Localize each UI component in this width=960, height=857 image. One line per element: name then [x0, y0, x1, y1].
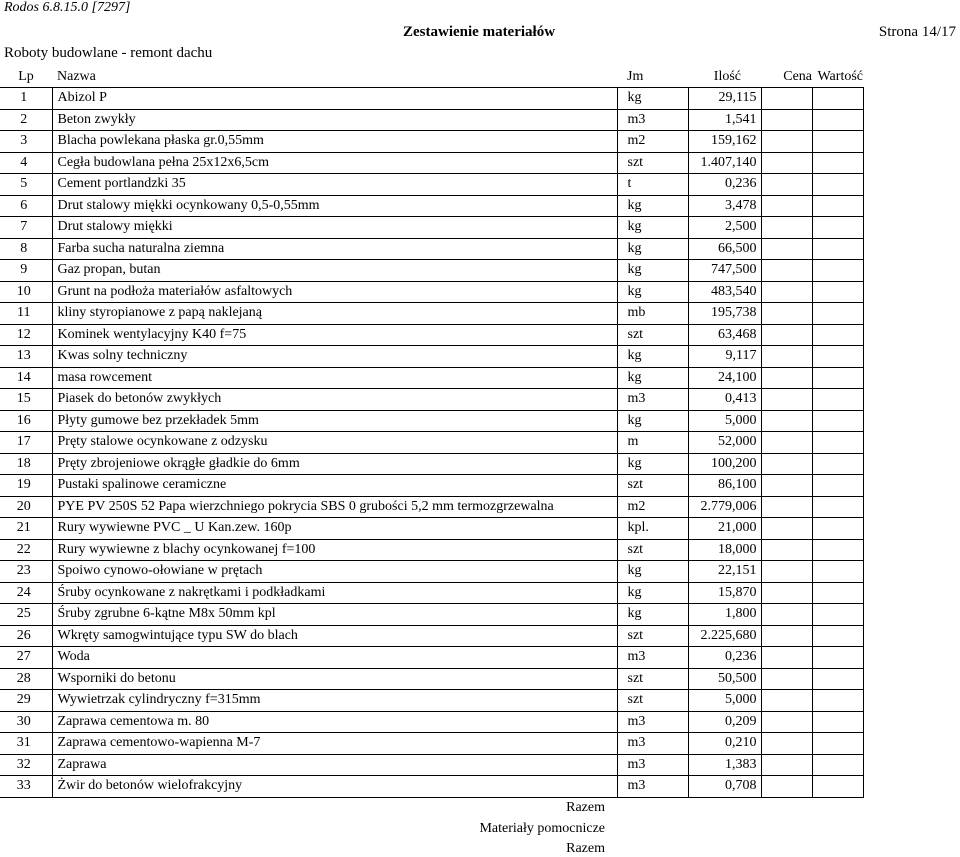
row-lp: 13 [0, 346, 52, 368]
row-unit: kg [617, 88, 688, 110]
row-unit: szt [617, 324, 688, 346]
row-unit: kg [617, 410, 688, 432]
row-unit: t [617, 174, 688, 196]
row-quantity: 3,478 [688, 195, 761, 217]
table-row [0, 152, 863, 174]
table-row [0, 367, 863, 389]
row-price [761, 604, 812, 626]
row-value [812, 389, 863, 411]
table-row [0, 195, 863, 217]
row-value [812, 561, 863, 583]
row-unit: kg [617, 260, 688, 282]
row-unit: m3 [617, 776, 688, 798]
row-name: Farba sucha naturalna ziemna [52, 238, 617, 260]
table-row [0, 303, 863, 325]
row-lp: 16 [0, 410, 52, 432]
materials-table [0, 66, 864, 798]
row-lp: 20 [0, 496, 52, 518]
row-lp: 7 [0, 217, 52, 239]
row-value [812, 668, 863, 690]
row-unit: m3 [617, 389, 688, 411]
row-price [761, 539, 812, 561]
row-quantity: 1,541 [688, 109, 761, 131]
table-row [0, 776, 863, 798]
row-lp: 6 [0, 195, 52, 217]
row-price [761, 582, 812, 604]
row-quantity: 18,000 [688, 539, 761, 561]
row-value [812, 496, 863, 518]
row-price [761, 238, 812, 260]
row-lp: 25 [0, 604, 52, 626]
row-quantity: 22,151 [688, 561, 761, 583]
row-name: Spoiwo cynowo-ołowiane w prętach [52, 561, 617, 583]
row-unit: m [617, 432, 688, 454]
row-unit: kg [617, 604, 688, 626]
table-row [0, 324, 863, 346]
row-value [812, 604, 863, 626]
row-quantity: 2.779,006 [688, 496, 761, 518]
row-price [761, 131, 812, 153]
row-price [761, 303, 812, 325]
row-quantity: 0,209 [688, 711, 761, 733]
row-name: Abizol P [52, 88, 617, 110]
row-lp: 11 [0, 303, 52, 325]
column-header-unit: Jm [617, 66, 688, 88]
row-value [812, 647, 863, 669]
row-name: PYE PV 250S 52 Papa wierzchniego pokrycia SBS 0 grubości 5,2 mm termozgrzewalna [52, 496, 617, 518]
row-quantity: 63,468 [688, 324, 761, 346]
row-value [812, 238, 863, 260]
row-value [812, 410, 863, 432]
table-row [0, 432, 863, 454]
row-unit: kg [617, 582, 688, 604]
row-name: Zaprawa [52, 754, 617, 776]
row-value [812, 152, 863, 174]
row-quantity: 5,000 [688, 410, 761, 432]
row-unit: kg [617, 238, 688, 260]
row-unit: kg [617, 367, 688, 389]
row-quantity: 1.407,140 [688, 152, 761, 174]
row-name: Rury wywiewne PVC _ U Kan.zew. 160p [52, 518, 617, 540]
row-name: Grunt na podłoża materiałów asfaltowych [52, 281, 617, 303]
row-lp: 23 [0, 561, 52, 583]
row-price [761, 367, 812, 389]
row-name: Gaz propan, butan [52, 260, 617, 282]
row-quantity: 0,236 [688, 174, 761, 196]
row-unit: m3 [617, 647, 688, 669]
row-name: Wywietrzak cylindryczny f=315mm [52, 690, 617, 712]
row-value [812, 195, 863, 217]
table-row [0, 475, 863, 497]
table-row [0, 496, 863, 518]
table-row [0, 625, 863, 647]
row-value [812, 690, 863, 712]
row-lp: 17 [0, 432, 52, 454]
row-price [761, 88, 812, 110]
table-row [0, 174, 863, 196]
column-header-quantity: Ilość [688, 66, 761, 88]
column-header-name: Nazwa [52, 66, 617, 88]
row-lp: 21 [0, 518, 52, 540]
row-name: Cegła budowlana pełna 25x12x6,5cm [52, 152, 617, 174]
row-unit: m3 [617, 733, 688, 755]
row-lp: 30 [0, 711, 52, 733]
row-name: Pręty stalowe ocynkowane z odzysku [52, 432, 617, 454]
row-value [812, 217, 863, 239]
auxiliary-total-label: Razem [566, 841, 605, 856]
row-lp: 18 [0, 453, 52, 475]
row-name: Płyty gumowe bez przekładek 5mm [52, 410, 617, 432]
row-name: masa rowcement [52, 367, 617, 389]
table-row [0, 217, 863, 239]
row-price [761, 195, 812, 217]
row-value [812, 432, 863, 454]
row-value [812, 475, 863, 497]
row-name: Drut stalowy miękki [52, 217, 617, 239]
row-price [761, 776, 812, 798]
table-row [0, 410, 863, 432]
row-name: Śruby zgrubne 6-kątne M8x 50mm kpl [52, 604, 617, 626]
row-price [761, 281, 812, 303]
row-value [812, 776, 863, 798]
table-row [0, 711, 863, 733]
row-lp: 2 [0, 109, 52, 131]
row-unit: kpl. [617, 518, 688, 540]
table-row [0, 88, 863, 110]
row-quantity: 2,500 [688, 217, 761, 239]
row-quantity: 0,708 [688, 776, 761, 798]
row-unit: kg [617, 346, 688, 368]
row-lp: 10 [0, 281, 52, 303]
row-unit: szt [617, 690, 688, 712]
table-row [0, 238, 863, 260]
row-unit: mb [617, 303, 688, 325]
row-price [761, 217, 812, 239]
row-price [761, 625, 812, 647]
row-quantity: 0,413 [688, 389, 761, 411]
table-body [0, 88, 863, 798]
row-value [812, 754, 863, 776]
report-title: Zestawienie materiałów [403, 24, 556, 40]
row-quantity: 29,115 [688, 88, 761, 110]
table-row [0, 561, 863, 583]
row-name: Drut stalowy miękki ocynkowany 0,5-0,55mm [52, 195, 617, 217]
table-row [0, 668, 863, 690]
row-unit: szt [617, 475, 688, 497]
row-quantity: 52,000 [688, 432, 761, 454]
row-name: Beton zwykły [52, 109, 617, 131]
row-unit: szt [617, 668, 688, 690]
row-price [761, 518, 812, 540]
row-lp: 14 [0, 367, 52, 389]
row-unit: m3 [617, 754, 688, 776]
row-lp: 8 [0, 238, 52, 260]
row-value [812, 174, 863, 196]
table-row [0, 518, 863, 540]
row-lp: 32 [0, 754, 52, 776]
row-name: Kominek wentylacyjny K40 f=75 [52, 324, 617, 346]
table-header-row [0, 66, 863, 88]
row-value [812, 131, 863, 153]
row-price [761, 324, 812, 346]
row-price [761, 152, 812, 174]
row-price [761, 346, 812, 368]
row-price [761, 174, 812, 196]
row-lp: 24 [0, 582, 52, 604]
row-value [812, 733, 863, 755]
row-quantity: 0,236 [688, 647, 761, 669]
row-quantity: 483,540 [688, 281, 761, 303]
row-quantity: 24,100 [688, 367, 761, 389]
row-value [812, 367, 863, 389]
table-row [0, 582, 863, 604]
table-row [0, 281, 863, 303]
row-price [761, 109, 812, 131]
row-quantity: 747,500 [688, 260, 761, 282]
row-quantity: 0,210 [688, 733, 761, 755]
row-quantity: 15,870 [688, 582, 761, 604]
row-value [812, 518, 863, 540]
row-price [761, 453, 812, 475]
row-value [812, 260, 863, 282]
row-price [761, 754, 812, 776]
row-name: Żwir do betonów wielofrakcyjny [52, 776, 617, 798]
table-row [0, 647, 863, 669]
row-name: Zaprawa cementowa m. 80 [52, 711, 617, 733]
row-quantity: 1,800 [688, 604, 761, 626]
row-value [812, 88, 863, 110]
row-unit: m2 [617, 131, 688, 153]
row-quantity: 9,117 [688, 346, 761, 368]
row-name: Rury wywiewne z blachy ocynkowanej f=100 [52, 539, 617, 561]
table-row [0, 733, 863, 755]
row-lp: 22 [0, 539, 52, 561]
row-lp: 12 [0, 324, 52, 346]
row-value [812, 582, 863, 604]
row-quantity: 100,200 [688, 453, 761, 475]
row-lp: 19 [0, 475, 52, 497]
row-quantity: 66,500 [688, 238, 761, 260]
row-price [761, 432, 812, 454]
total-label: Razem [566, 800, 605, 815]
table-row [0, 131, 863, 153]
row-quantity: 1,383 [688, 754, 761, 776]
row-name: Blacha powlekana płaska gr.0,55mm [52, 131, 617, 153]
row-name: Wsporniki do betonu [52, 668, 617, 690]
row-lp: 29 [0, 690, 52, 712]
row-unit: szt [617, 539, 688, 561]
row-value [812, 625, 863, 647]
row-unit: m2 [617, 496, 688, 518]
page-number: Strona 14/17 [878, 24, 956, 40]
row-name: Zaprawa cementowo-wapienna M-7 [52, 733, 617, 755]
row-unit: m3 [617, 711, 688, 733]
column-header-value: Wartość [812, 66, 863, 88]
table-row [0, 604, 863, 626]
row-lp: 28 [0, 668, 52, 690]
row-quantity: 159,162 [688, 131, 761, 153]
row-price [761, 260, 812, 282]
row-name: Piasek do betonów zwykłych [52, 389, 617, 411]
row-unit: kg [617, 195, 688, 217]
row-quantity: 50,500 [688, 668, 761, 690]
row-quantity: 21,000 [688, 518, 761, 540]
row-name: Pręty zbrojeniowe okrągłe gładkie do 6mm [52, 453, 617, 475]
row-quantity: 195,738 [688, 303, 761, 325]
table-row [0, 754, 863, 776]
row-name: Pustaki spalinowe ceramiczne [52, 475, 617, 497]
row-unit: kg [617, 453, 688, 475]
row-value [812, 453, 863, 475]
row-quantity: 2.225,680 [688, 625, 761, 647]
row-lp: 1 [0, 88, 52, 110]
table-row [0, 109, 863, 131]
row-name: Wkręty samogwintujące typu SW do blach [52, 625, 617, 647]
row-lp: 31 [0, 733, 52, 755]
row-unit: szt [617, 152, 688, 174]
row-unit: kg [617, 561, 688, 583]
row-price [761, 475, 812, 497]
row-unit: kg [617, 281, 688, 303]
row-unit: kg [617, 217, 688, 239]
row-price [761, 647, 812, 669]
row-lp: 3 [0, 131, 52, 153]
row-price [761, 496, 812, 518]
row-price [761, 690, 812, 712]
table-row [0, 346, 863, 368]
row-lp: 9 [0, 260, 52, 282]
row-lp: 5 [0, 174, 52, 196]
row-name: kliny styropianowe z papą naklejaną [52, 303, 617, 325]
row-quantity: 86,100 [688, 475, 761, 497]
row-price [761, 711, 812, 733]
row-value [812, 281, 863, 303]
table-row [0, 453, 863, 475]
column-header-price: Cena [761, 66, 812, 88]
row-price [761, 410, 812, 432]
row-price [761, 389, 812, 411]
row-value [812, 539, 863, 561]
row-quantity: 5,000 [688, 690, 761, 712]
row-price [761, 561, 812, 583]
table-row [0, 260, 863, 282]
row-name: Woda [52, 647, 617, 669]
auxiliary-materials-label: Materiały pomocnicze [479, 820, 605, 836]
row-lp: 33 [0, 776, 52, 798]
row-value [812, 109, 863, 131]
row-value [812, 303, 863, 325]
row-name: Kwas solny techniczny [52, 346, 617, 368]
app-version: Rodos 6.8.15.0 [7297] [4, 0, 131, 15]
row-lp: 27 [0, 647, 52, 669]
row-lp: 15 [0, 389, 52, 411]
table-row [0, 690, 863, 712]
row-lp: 26 [0, 625, 52, 647]
table-row [0, 389, 863, 411]
row-value [812, 346, 863, 368]
row-lp: 4 [0, 152, 52, 174]
column-header-lp: Lp [0, 66, 52, 88]
table-row [0, 539, 863, 561]
row-value [812, 711, 863, 733]
row-unit: szt [617, 625, 688, 647]
row-name: Cement portlandzki 35 [52, 174, 617, 196]
row-name: Śruby ocynkowane z nakrętkami i podkładkami [52, 582, 617, 604]
project-name: Roboty budowlane - remont dachu [4, 45, 213, 61]
row-price [761, 733, 812, 755]
row-price [761, 668, 812, 690]
row-value [812, 324, 863, 346]
row-unit: m3 [617, 109, 688, 131]
